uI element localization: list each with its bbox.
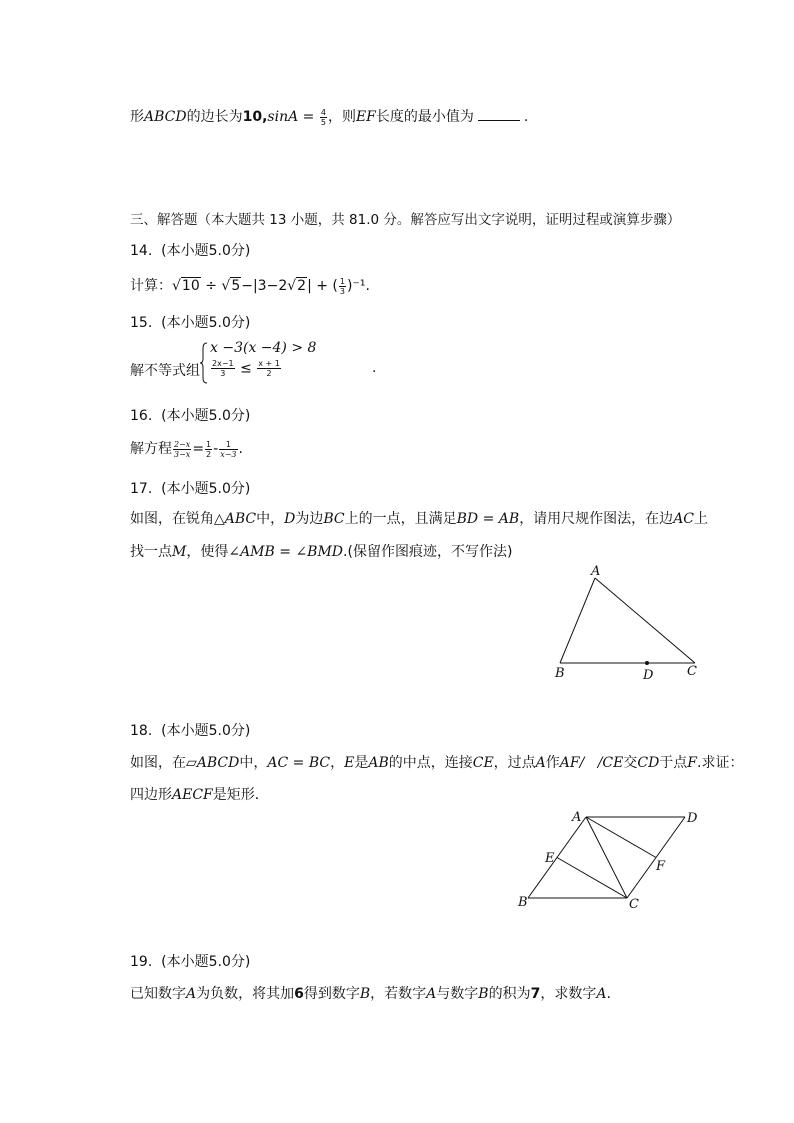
answer-blank[interactable] [478, 108, 520, 121]
q19-header: 19. (本小题5.0分) [130, 954, 251, 970]
fraction-x+1-over-2: $\frac{x + 1}{2}$ [258, 359, 280, 378]
label-c: C [629, 897, 639, 912]
q15-system: 解不等式组 x −3(x −4) > 8 $\frac{2x-1}{3}$ ≤ $\frac{x + 1}{2}$ . [130, 340, 200, 360]
fraction-2-x-over-3-x: $\frac{2-x}{3-x}$ [174, 439, 191, 459]
q16-equation: 解方程 $\frac{2-x}{3-x}$ = $\frac{1}{2}$ - $\frac{1}{x-3}$ . [130, 439, 243, 459]
fraction-1-over-x-3: $\frac{1}{x-3}$ [220, 439, 237, 459]
brace-icon [200, 342, 208, 384]
fraction-4-5: $\frac{4}{5}$ [320, 107, 326, 127]
q17-text-line1: 如图，在锐角△ABC中，D为边BC上的一点，且满足BD = AB，请用尺规作图法，在边AC上 [130, 511, 709, 527]
fraction-1-2: $\frac{1}{2}$ [206, 439, 212, 459]
q17-header: 17. (本小题5.0分) [130, 481, 251, 497]
label-f: F [656, 859, 666, 874]
label-a: A [591, 564, 601, 579]
q13-tail-line: 形ABCD的边长为10,sinA = $\frac{4}{5}$ ，则EF长度的最小值为 . [130, 107, 529, 127]
q19-text-line1: 已知数字A为负数，将其加6得到数字B，若数字A与数字B的积为7，求数字A. [130, 986, 611, 1002]
q18-text-line2: 四边形AECF是矩形． [130, 787, 269, 803]
label-d: D [687, 811, 698, 826]
label-d: D [643, 668, 654, 683]
q15-header: 15. (本小题5.0分) [130, 315, 251, 331]
q18-text-line1: 如图，在▱ABCD中，AC = BC，E是AB的中点，连接CE，过点A作AF/ /CE交CD于点F.求证： [130, 755, 744, 771]
label-c: C [687, 664, 697, 679]
section-3-header: 三、解答题（本大题共 13 小题，共 81.0 分。解答应写出文字说明，证明过程或演算步骤） [130, 212, 681, 228]
fraction-1-3: $\frac{1}{3}$ [339, 276, 345, 296]
q14-header: 14. (本小题5.0分) [130, 243, 251, 259]
q14-expression: 计算：√10 ÷ √5−|3−2√2| + ( $\frac{1}{3}$ )⁻¹. [130, 276, 370, 296]
label-e: E [545, 851, 555, 866]
q18-parallelogram-figure [512, 804, 712, 912]
q18-header: 18. (本小题5.0分) [130, 723, 251, 739]
fraction-2x-1-over-3: $\frac{2x-1}{3}$ [212, 359, 234, 378]
label-b: B [555, 666, 565, 681]
q17-triangle-figure [548, 562, 708, 684]
q17-text-line2: 找一点M，使得∠AMB = ∠BMD.(保留作图痕迹，不写作法) [130, 544, 513, 560]
label-a: A [572, 810, 582, 825]
q16-header: 16. (本小题5.0分) [130, 408, 251, 424]
point-d-dot [645, 661, 649, 665]
label-b: B [518, 895, 528, 910]
